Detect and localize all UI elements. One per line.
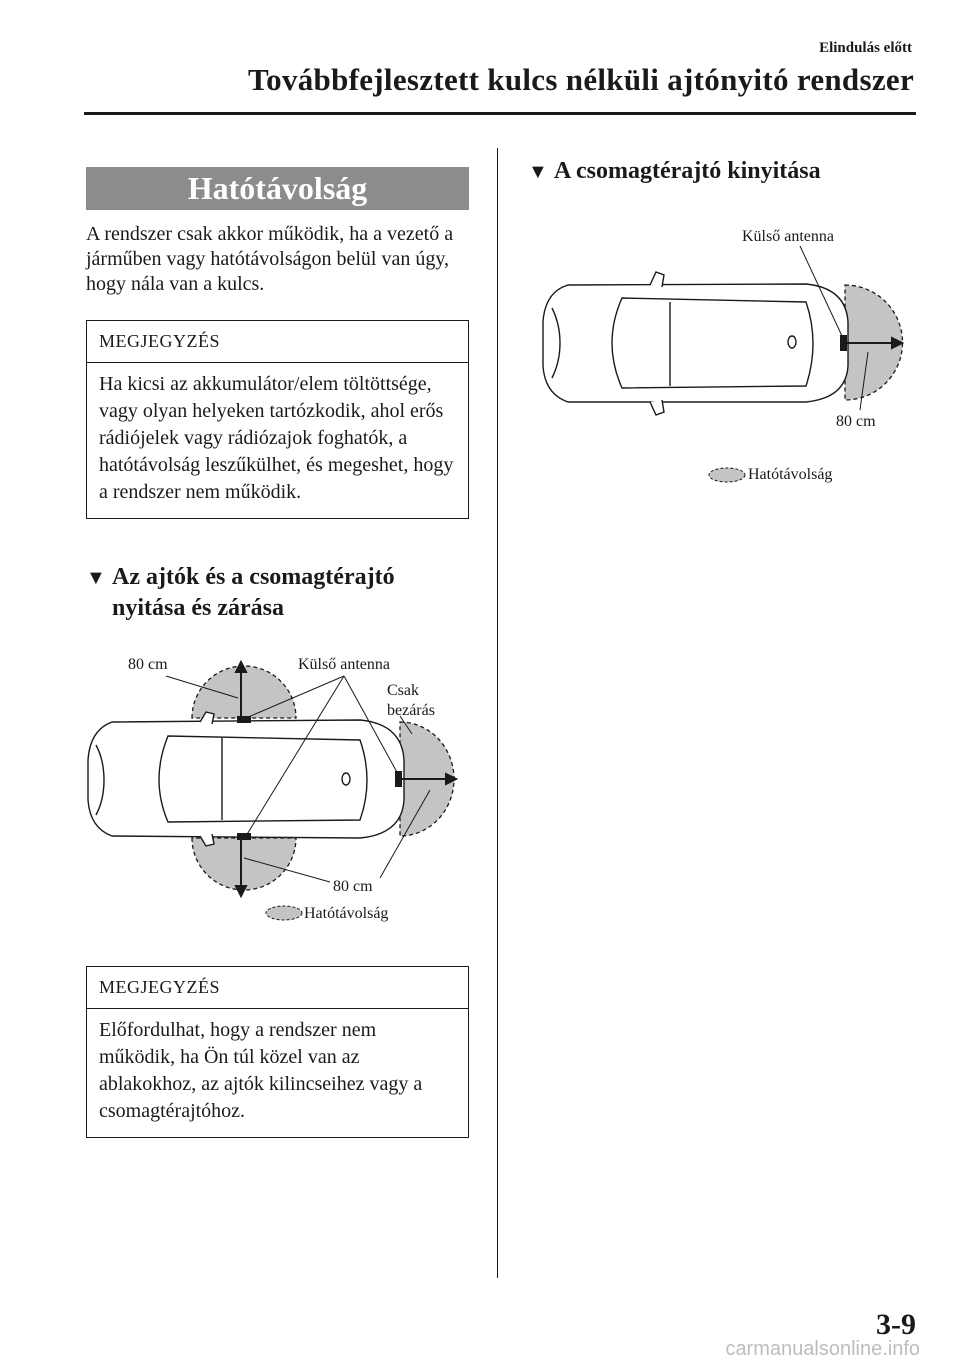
fig1-label-80cm-top: 80 cm [128, 656, 168, 673]
car-top-view [543, 272, 848, 415]
section-title: Hatótávolság [86, 167, 469, 210]
section-paragraph: A rendszer csak akkor működik, ha a vezető a járműben vagy hatótávolságon belül van úgy, hogy nála van a kulcs. [86, 223, 454, 295]
triangle-marker-icon: ▼ [86, 567, 106, 589]
subsection-title: A csomagtérajtó kinyitása [554, 158, 821, 184]
note-body: Előfordulhat, hogy a rendszer nem működik, ha Ön túl közel van az ablakokhoz, az ajtók kilincseihez vagy a csomagtérajtóhoz. [99, 1019, 423, 1122]
note-body: Ha kicsi az akkumulátor/elem töltöttsége, vagy olyan helyeken tartózkodik, ahol erős rádiójelek vagy rádiózajok foghatók, a hatótávolság leszűkülhet, és megeshet, hogy a rendszer nem működik. [99, 373, 454, 503]
fig1-label-bezaras: bezárás [387, 702, 435, 719]
fig2-label-80cm: 80 cm [836, 413, 876, 430]
chapter-label: Elindulás előtt [819, 40, 912, 56]
fig1-label-antenna: Külső antenna [298, 656, 390, 673]
fig1-label-80cm-bottom: 80 cm [333, 878, 373, 895]
fig2-label-antenna: Külső antenna [742, 228, 834, 245]
note-heading: MEGJEGYZÉS [87, 321, 468, 363]
fig1-label-csak: Csak [387, 682, 419, 699]
subsection-title-line1: Az ajtók és a csomagtérajtó [112, 564, 395, 590]
fig2-legend-label: Hatótávolság [748, 466, 833, 483]
legend-range-swatch [709, 468, 745, 482]
subsection-title-line2: nyitása és zárása [112, 595, 284, 621]
page-number: 3-9 [876, 1308, 916, 1341]
note-heading: MEGJEGYZÉS [87, 967, 468, 1009]
triangle-marker-icon: ▼ [528, 161, 548, 183]
watermark: carmanualsonline.info [725, 1338, 920, 1360]
fig1-legend-label: Hatótávolság [304, 905, 389, 922]
page-title: Továbbfejlesztett kulcs nélküli ajtónyitó rendszer [248, 62, 914, 97]
